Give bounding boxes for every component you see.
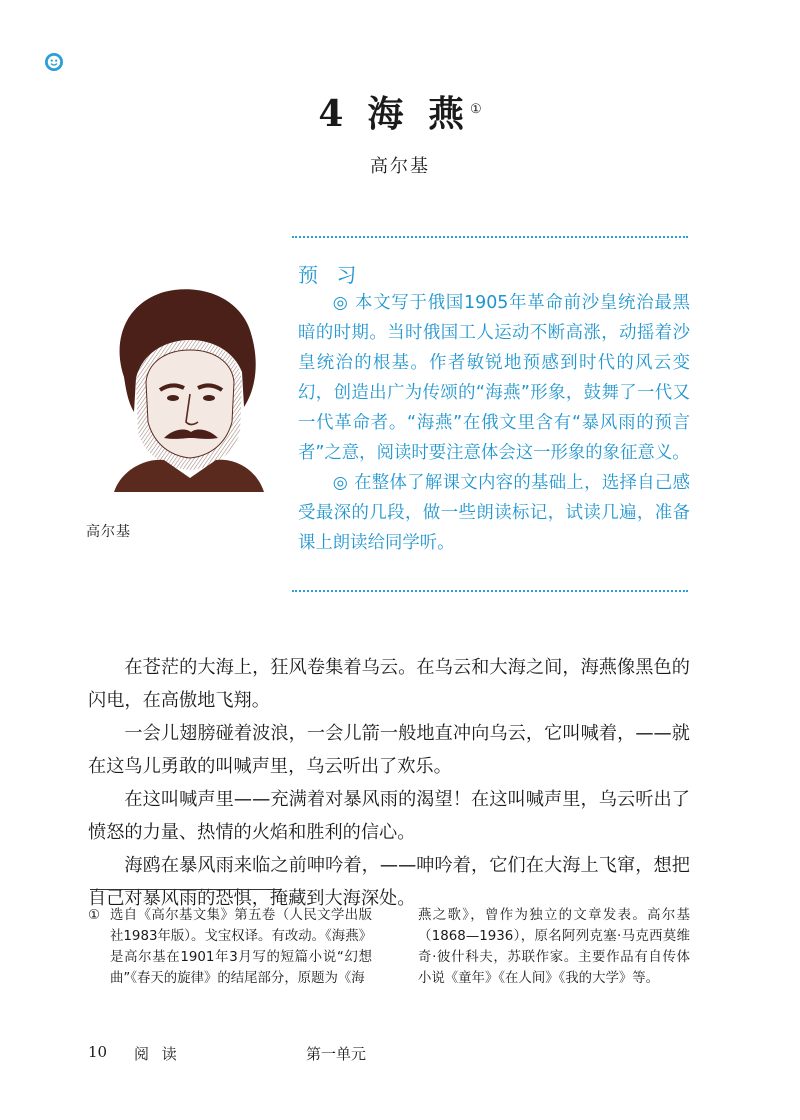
- preview-paragraph: ◎ 本文写于俄国1905年革命前沙皇统治最黑暗的时期。当时俄国工人运动不断高涨，动摇着沙皇统治的根基。作者敏锐地预感到时代的风云变幻，创造出广为传颂的“海燕”形象，鼓舞了一代又一代革命者。“海燕”在俄文里含有“暴风雨的预言者”之意，阅读时要注意体会这一形象的象征意义。: [298, 293, 690, 463]
- smiley-icon: [44, 52, 64, 72]
- preview-top-divider: [292, 236, 688, 238]
- preview-paragraph: ◎ 在整体了解课文内容的基础上，选择自己感受最深的几段，做一些朗读标记，试读几遍，准备课上朗读给同学听。: [298, 473, 690, 553]
- author-name: 高尔基: [370, 156, 430, 177]
- footnote-right-column: [418, 905, 690, 989]
- lesson-number: 4: [318, 93, 350, 135]
- body-paragraph: 一会儿翅膀碰着波浪，一会儿箭一般地直冲向乌云，它叫喊着，——就在这鸟儿勇敢的叫喊声里，乌云听出了欢乐。: [88, 723, 690, 777]
- footnote-mark: ①: [88, 908, 101, 923]
- footnote-text-left: 选自《高尔基文集》第五卷（人民文学出版社1983年版）。戈宝权译。有改动。《海燕》是高尔基在1901年3月写的短篇小说“幻想曲”《春天的旋律》的结尾部分，原题为《海: [110, 908, 372, 986]
- footnote-rule: [90, 889, 282, 890]
- portrait-image: [94, 282, 270, 492]
- page-number: 10: [88, 1043, 108, 1061]
- footnote-left-column: [88, 905, 372, 989]
- preview-text: [298, 288, 690, 558]
- footer-section: 阅 读: [134, 1045, 181, 1063]
- footnote-text-right: 燕之歌》，曾作为独立的文章发表。高尔基（1868—1936），原名阿列克塞·马克西莫维奇·彼什科夫，苏联作家。主要作品有自传体小说《童年》《在人间》《我的大学》等。: [418, 908, 690, 986]
- footer-unit: 第一单元: [306, 1045, 367, 1063]
- lesson-title: [0, 86, 800, 137]
- body-paragraph: 在苍茫的大海上，狂风卷集着乌云。在乌云和大海之间，海燕像黑色的闪电，在高傲地飞翔。: [88, 657, 690, 711]
- preview-bottom-divider: [292, 590, 688, 592]
- lesson-title-text: 海 燕: [367, 93, 470, 135]
- preview-heading: 预 习: [298, 263, 363, 287]
- title-footnote-mark[interactable]: ①: [469, 102, 482, 117]
- portrait-caption: 高尔基: [86, 524, 131, 540]
- body-paragraph: 在这叫喊声里——充满着对暴风雨的渴望！在这叫喊声里，乌云听出了愤怒的力量、热情的火焰和胜利的信心。: [88, 789, 690, 843]
- lesson-body: [88, 651, 690, 915]
- body-paragraph: 海鸥在暴风雨来临之前呻吟着，——呻吟着，它们在大海上飞窜，想把自己对暴风雨的恐惧，掩藏到大海深处。: [88, 855, 690, 909]
